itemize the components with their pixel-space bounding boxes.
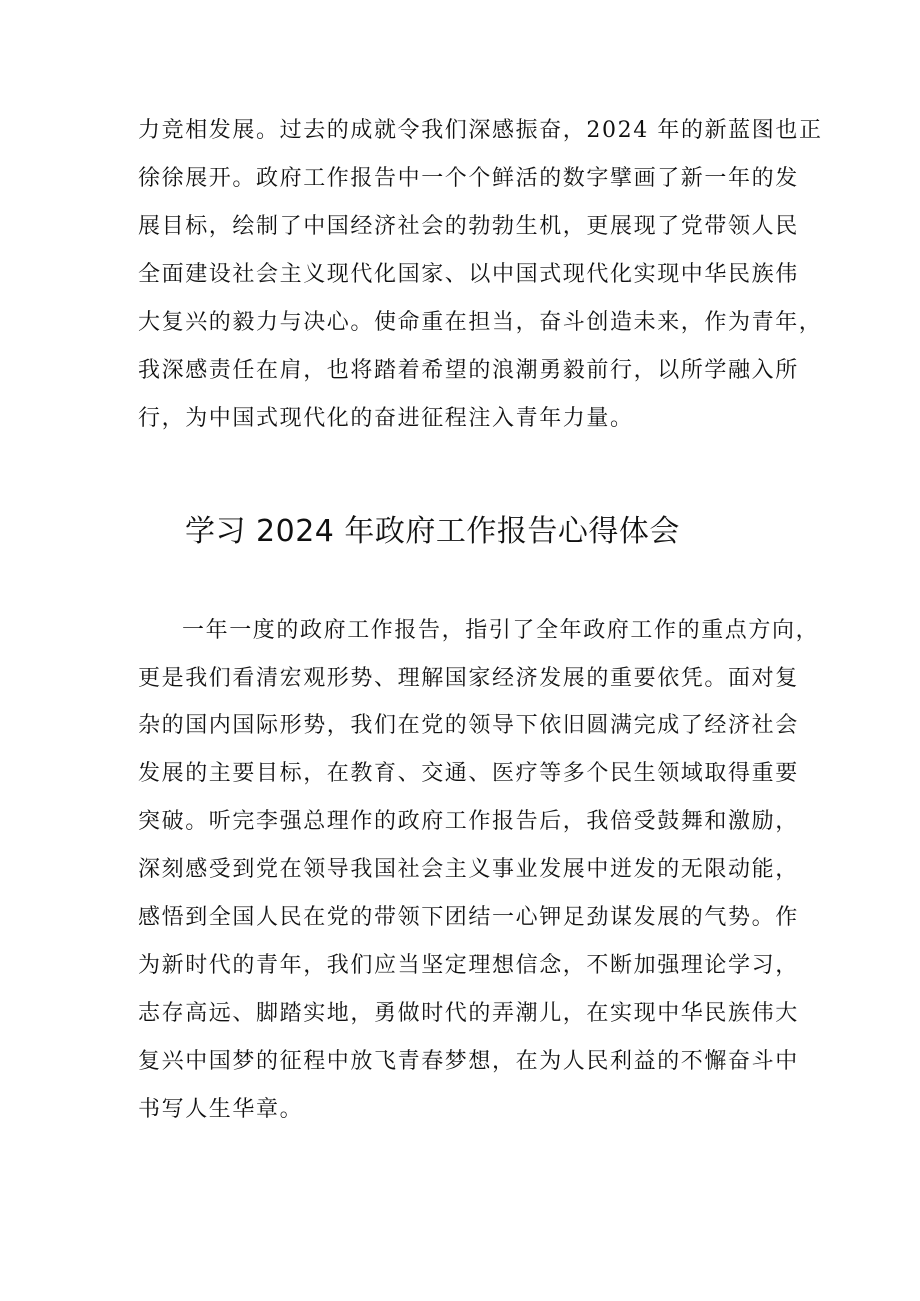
paragraph-line: 突破。听完李强总理作的政府工作报告后，我倍受鼓舞和激励，	[138, 809, 799, 834]
paragraph-line: 全面建设社会主义现代化国家、以中国式现代化实现中华民族伟	[138, 262, 799, 287]
paragraph-line: 一年一度的政府工作报告，指引了全年政府工作的重点方向，	[182, 618, 820, 643]
paragraph-line: 杂的国内国际形势，我们在党的领导下依旧圆满完成了经济社会	[138, 713, 799, 738]
paragraph-line: 书写人生华章。	[138, 1097, 304, 1122]
paragraph-line: 深刻感受到党在领导我国社会主义事业发展中迸发的无限动能，	[138, 857, 799, 882]
paragraph-line: 感悟到全国人民在党的带领下团结一心钾足劲谋发展的气势。作	[138, 905, 799, 930]
paragraph-line: 发展的主要目标，在教育、交通、医疗等多个民生领域取得重要	[138, 761, 799, 786]
paragraph-line: 为新时代的青年，我们应当坚定理想信念，不断加强理论学习，	[138, 953, 799, 978]
paragraph-line: 更是我们看清宏观形势、理解国家经济发展的重要依凭。面对复	[138, 666, 799, 691]
paragraph-line: 徐徐展开。政府工作报告中一个个鲜活的数字擘画了新一年的发	[138, 166, 799, 191]
paragraph-line: 志存高远、脚踏实地，勇做时代的弄潮儿，在实现中华民族伟大	[138, 1001, 799, 1026]
paragraph-line: 大复兴的毅力与决心。使命重在担当，奋斗创造未来，作为青年，	[138, 310, 823, 335]
paragraph-line: 行，为中国式现代化的奋进征程注入青年力量。	[138, 406, 634, 431]
paragraph-line: 复兴中国梦的征程中放飞青春梦想，在为人民利益的不懈奋斗中	[138, 1049, 799, 1074]
paragraph-line: 展目标，绘制了中国经济社会的勃勃生机，更展现了党带领人民	[138, 214, 799, 239]
document-title	[0, 510, 920, 554]
paragraph-line: 力竞相发展。过去的成就令我们深感振奋，2024 年的新蓝图也正	[138, 118, 823, 143]
document-title-text: 学习 2024 年政府工作报告心得体会	[185, 514, 680, 549]
paragraph-line: 我深感责任在肩，也将踏着希望的浪潮勇毅前行，以所学融入所	[138, 358, 799, 383]
